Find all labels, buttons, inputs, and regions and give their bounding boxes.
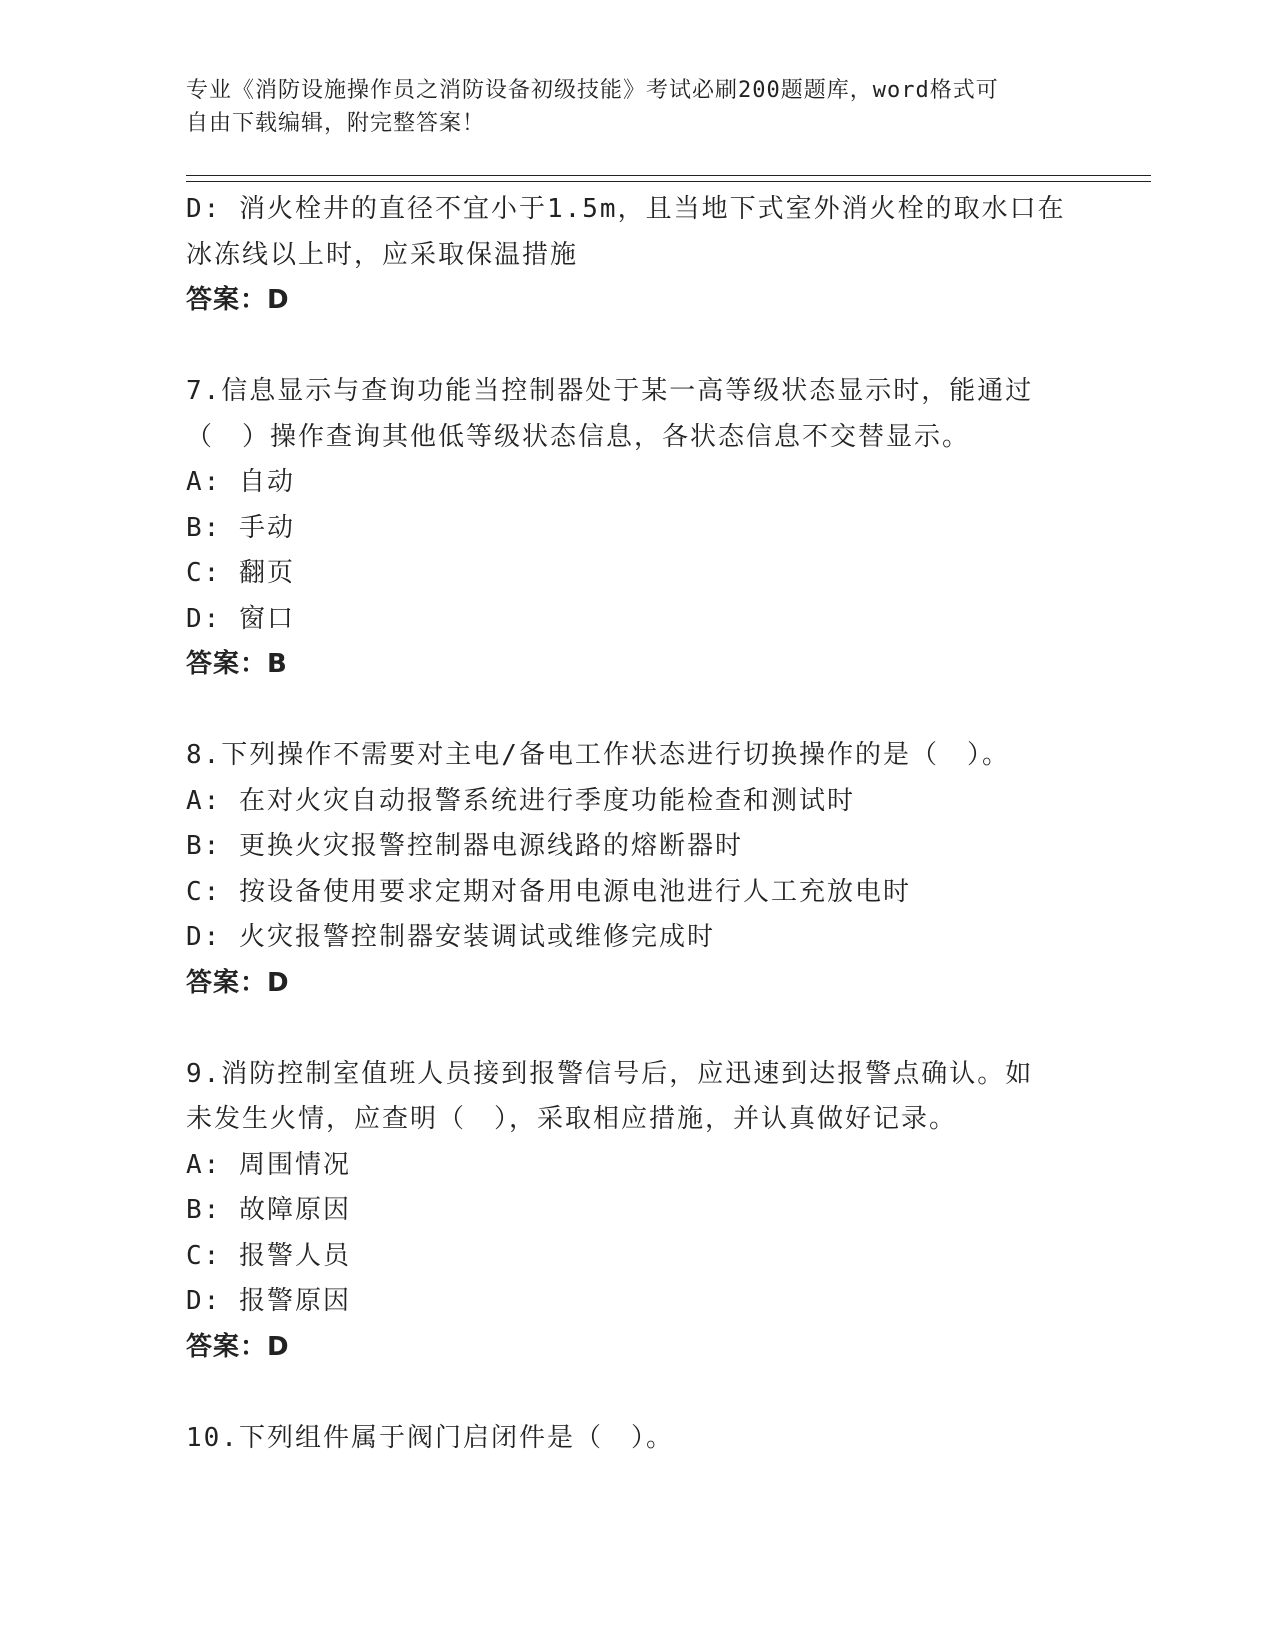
- option-d: D: 报警原因: [186, 1286, 351, 1316]
- option-a: A: 周围情况: [186, 1149, 351, 1180]
- answer-label: 答案：D: [186, 967, 290, 998]
- header-title-line-1: 专业《消防设施操作员之消防设备初级技能》考试必刷200题题库，word格式可: [186, 78, 999, 103]
- document-header: [186, 74, 1086, 140]
- header-title-line-2: 自由下载编辑，附完整答案！: [186, 111, 486, 136]
- spacer: [186, 1006, 1076, 1052]
- question-stem-continued: （ ）操作查询其他低等级状态信息，各状态信息不交替显示。: [186, 421, 971, 452]
- option-d: D: 火灾报警控制器安装调试或维修完成时: [186, 922, 715, 952]
- option-a: A: 自动: [186, 467, 295, 497]
- answer-label: 答案：D: [186, 285, 290, 315]
- spacer: [186, 1370, 1076, 1416]
- option-b: B: 故障原因: [186, 1195, 351, 1225]
- question-stem-continued: 未发生火情，应查明（ ），采取相应措施，并认真做好记录。: [186, 1104, 958, 1134]
- option-b: B: 更换火灾报警控制器电源线路的熔断器时: [186, 831, 743, 861]
- question-list: [186, 187, 1076, 1461]
- option-a: A: 在对火灾自动报警系统进行季度功能检查和测试时: [186, 785, 855, 816]
- header-divider-top: [186, 175, 1151, 176]
- spacer: [186, 688, 1076, 734]
- header-divider-bottom: [186, 181, 1151, 182]
- question-9: [186, 1052, 1076, 1371]
- option-c: C: 报警人员: [186, 1240, 351, 1271]
- question-10: [186, 1416, 1076, 1462]
- question-stem: 8.下列操作不需要对主电/备电工作状态进行切换操作的是（ ）。: [186, 740, 1010, 770]
- option-c: C: 按设备使用要求定期对备用电源电池进行人工充放电时: [186, 876, 911, 907]
- answer-label: 答案：B: [186, 649, 288, 679]
- answer-label: 答案：D: [186, 1331, 290, 1362]
- question-stem: 7.信息显示与查询功能当控制器处于某一高等级状态显示时，能通过: [186, 376, 1034, 406]
- question-7: [186, 369, 1076, 688]
- prev-question-tail: [186, 187, 1076, 324]
- question-8: [186, 733, 1076, 1006]
- spacer: [186, 324, 1076, 370]
- option-b: B: 手动: [186, 512, 295, 543]
- option-d-text-continued: 冰冻线以上时，应采取保温措施: [186, 239, 579, 270]
- option-d-text: D: 消火栓井的直径不宜小于1.5m，且当地下式室外消火栓的取水口在: [186, 194, 1066, 224]
- question-stem: 10.下列组件属于阀门启闭件是（ ）。: [186, 1422, 674, 1453]
- option-d: D: 窗口: [186, 603, 295, 634]
- question-stem: 9.消防控制室值班人员接到报警信号后，应迅速到达报警点确认。如: [186, 1058, 1034, 1089]
- option-c: C: 翻页: [186, 558, 295, 588]
